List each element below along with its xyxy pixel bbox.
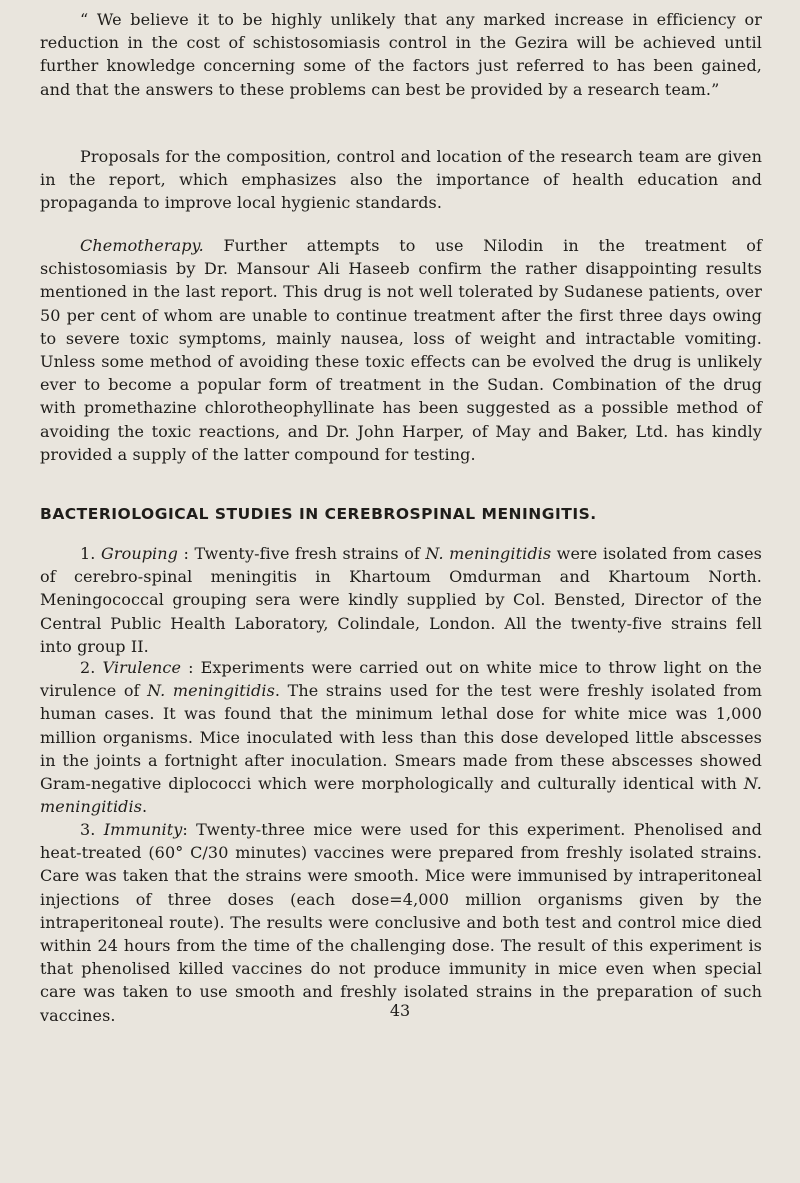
grouping-title: Grouping: [100, 544, 179, 563]
grouping-paragraph: [40, 542, 762, 658]
section-heading: BACTERIOLOGICAL STUDIES IN CEREBROSPINAL MENINGITIS.: [40, 505, 597, 523]
chemotherapy-body: Further attempts to use Nilodin in the treatment of schistosomiasis by Dr. Mansour Ali Haseeb confirm the rather disappointing results mentioned in the last report. This drug is not well tolerated by Sudanese patients, over 50 per cent of whom are unable to continue treatment after the first three days owing to severe toxic symptoms, mainly nausea, loss of weight and intractable vomiting. Unless some method of avoiding these toxic effects can be evolved the drug is unlikely ever to become a popular form of treatment in the Sudan. Combination of the drug with promethazine chlorotheophyllinate has been suggested as a possible method of avoiding the toxic reactions, and Dr. John Harper, of May and Baker, Ltd. has kindly provided a supply of the latter compound for testing.: [40, 236, 762, 464]
immunity-body: : Twenty-three mice were used for this experiment. Phenolised and heat-treated (60° C/30 minutes) vaccines were prepared from freshly isolated strains. Care was taken that the strains were smooth. Mice were immunised by intraperitoneal injections of three doses (each dose=4,000 million organisms given by the intraperitoneal route). The results were conclusive and both test and control mice died within 24 hours from the time of the challenging dose. The result of this experiment is that phenolised killed vaccines do not produce immunity in mice even when special care was taken to use smooth and freshly isolated strains in the preparation of such vaccines.: [40, 820, 762, 1025]
virulence-body: . The strains used for the test were freshly isolated from human cases. It was found that the minimum lethal dose for white mice was 1,000 million organisms. Mice inoculated with less than this dose developed little abscesses in the joints a fortnight after inoculation. Smears made from these abscesses showed Gram-negative diplococci which were morphologically and culturally identical with: [40, 681, 762, 794]
immunity-number: 3.: [80, 820, 96, 839]
grouping-organism: N. meningitidis: [425, 544, 552, 563]
immunity-title: Immunity: [103, 820, 183, 839]
virulence-intro: : Experiments were carried out on white mice to throw light on the virulence of: [40, 658, 763, 701]
virulence-paragraph: [40, 656, 762, 818]
virulence-organism-end: N. meningitidis: [40, 774, 762, 817]
grouping-intro: : Twenty-five fresh strains of: [178, 544, 426, 563]
virulence-number: 2.: [80, 658, 96, 677]
quote-paragraph: “ We believe it to be highly unlikely that any marked increase in efficiency or reduction in the cost of schistosomiasis control in the Gezira will be achieved until further knowledge concerning some of the factors just referred to has been gained, and that the answers to these problems can best be provided by a research team.”: [40, 10, 762, 99]
chemotherapy-title: Chemotherapy.: [80, 236, 204, 255]
chemotherapy-paragraph: [40, 234, 762, 466]
page-number: 43: [389, 1001, 411, 1020]
grouping-body: were isolated from cases of cerebro-spinal meningitis in Khartoum Omdurman and Khartoum North. Meningococcal grouping sera were kindly supplied by Col. Bensted, Director of the Central Public Health Laboratory, Colindale, London. All the twenty-five strains fell into group II.: [40, 544, 762, 656]
grouping-number: 1.: [80, 544, 96, 563]
proposals-paragraph: Proposals for the composition, control and location of the research team are given in the report, which emphasizes also the importance of health education and propaganda to improve local hygienic standards.: [40, 147, 762, 213]
virulence-title: Virulence: [102, 658, 182, 677]
virulence-end: .: [142, 797, 148, 817]
immunity-paragraph: [40, 818, 762, 1027]
virulence-organism: N. meningitidis: [147, 681, 275, 701]
